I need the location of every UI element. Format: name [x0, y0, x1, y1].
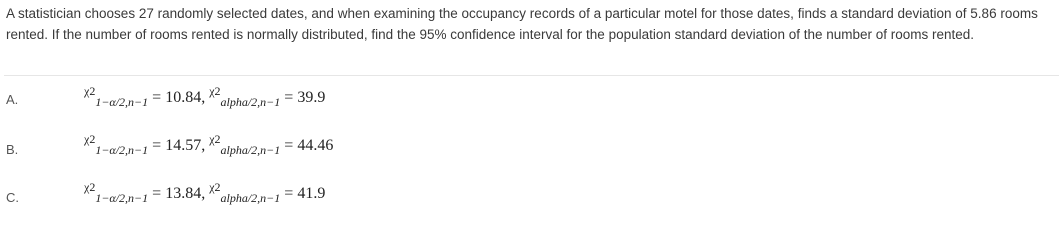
formula-value: 44.46: [297, 137, 334, 154]
chi-square-symbol: χ2: [209, 132, 221, 146]
formula-subscript: 1−α/2,n−1: [95, 191, 149, 205]
question-text: A statistician chooses 27 randomly selected dates, and when examining the occupancy records of a particular motel for those dates, finds a standard deviation of 5.86 rooms rented. If the number of rooms rented is normally distributed, find the 95% confidence interval for the population standard deviation of the number of rooms rented.: [6, 6, 1038, 42]
option-formula: $^{\chi 2}_{1-\alpha/2,n-1}$ = 13.84, $^{\chi 2}_{alpha/2,n-1}$ = 41.9: [84, 180, 326, 205]
chi-square-symbol: χ2: [209, 180, 221, 194]
formula-value: 39.9: [297, 89, 326, 106]
option-formula: $^{\chi 2}_{1-\alpha/2,n-1}$ = 14.57, $^{\chi 2}_{alpha/2,n-1}$ = 44.46: [84, 132, 334, 157]
option-letter: B.: [6, 142, 19, 157]
formula-value: 13.84,: [165, 185, 206, 202]
answer-option-b[interactable]: [0, 132, 1064, 176]
formula-value: 10.84,: [165, 89, 206, 106]
option-formula: $^{\chi 2}_{1-\alpha/2,n-1}$ = 10.84, $^{\chi 2}_{alpha/2,n-1}$ = 39.9: [84, 84, 326, 109]
option-letter: A.: [6, 92, 19, 107]
formula-subscript: alpha/2,n−1: [220, 143, 281, 157]
formula-subscript: 1−α/2,n−1: [95, 143, 149, 157]
divider: [4, 75, 1059, 76]
formula-subscript: alpha/2,n−1: [220, 95, 281, 109]
chi-square-symbol: χ2: [84, 84, 96, 98]
chi-square-symbol: χ2: [209, 84, 221, 98]
formula-subscript: alpha/2,n−1: [220, 191, 281, 205]
option-letter: C.: [6, 190, 19, 205]
formula-value: 41.9: [297, 185, 326, 202]
chi-square-symbol: χ2: [84, 132, 96, 146]
formula-subscript: 1−α/2,n−1: [95, 95, 149, 109]
chi-square-symbol: χ2: [84, 180, 96, 194]
answer-option-c[interactable]: [0, 180, 1064, 224]
formula-value: 14.57,: [165, 137, 206, 154]
answer-option-a[interactable]: [0, 86, 1064, 126]
